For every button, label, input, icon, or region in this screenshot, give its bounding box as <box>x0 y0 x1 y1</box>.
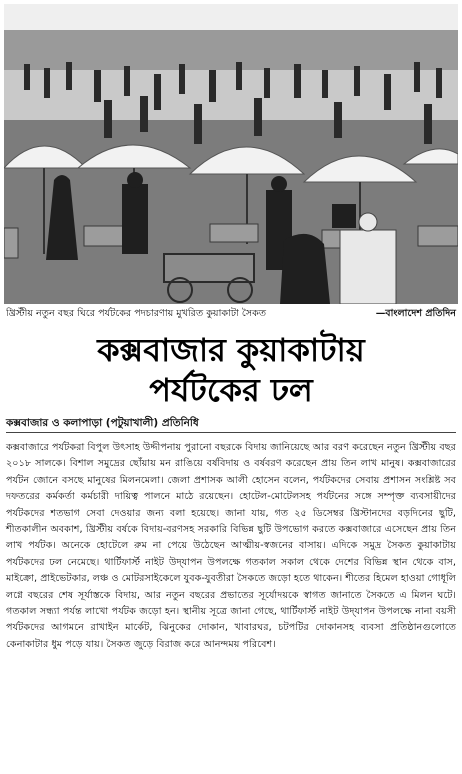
byline: কক্সবাজার ও কলাপাড়া (পটুয়াখালী) প্রতিনিধি <box>6 417 199 429</box>
beach-crowd-photo-icon <box>4 4 458 304</box>
photo-caption <box>6 307 458 322</box>
headline-line-2: পর্যটকের ঢল <box>149 371 313 409</box>
byline-divider <box>6 432 456 433</box>
caption-text: খ্রিস্টীয় নতুন বছর ঘিরে পর্যটকের পদচারণায় মুখরিত কুয়াকাটা সৈকত <box>6 308 267 319</box>
article-body <box>6 440 456 653</box>
beach-photo <box>4 4 458 304</box>
article-paragraph: কক্সবাজারে পর্যটকরা বিপুল উৎসাহ উদ্দীপনায় পুরানো বছরকে বিদায় জানিয়েছে আর বরণ করেছেন নতুন খ্রিস্টীয় বছর ২০১৮ সালকে। বিশাল সমুদ্রের ছোঁয়ায় মন রাঙিয়ে বর্ষবিদায় ও বর্ষবরণ করেছেন প্রায় তিন লাখ মানুষ। কক্সবাজারের পর্যটন জোনে বসছে মানুষের মিলনমেলা। জেলা প্রশাসক আলী হোসেন বলেন, পর্যটকদের সেবায় প্রশাসন সংশ্লিষ্ট সব দফতরের কর্মকর্তা কর্মচারী দায়িত্ব পালনে মাঠে রয়েছেন। হোটেল-মোটেলসহ পর্যটনের সঙ্গে সম্পৃক্ত ব্যবসায়ীদের পর্যটকদের শতভাগ সেবা দেওয়ার জন্য বলা হয়েছে। জানা যায়, গত ২৫ ডিসেম্বর খ্রিস্টানদের বড়দিনের ছুটি, শীতকালীন অবকাশ, খ্রিস্টীয় বর্ষকে বিদায়-বরণসহ সরকারি বিভিন্ন ছুটি উপভোগ করতে কক্সবাজারে এসেছেন প্রায় তিন লাখ পর্যটক। অনেকে হোটেলে রুম না পেয়ে উঠেছেন আত্মীয়-স্বজনের বাসায়। এদিকে সমুদ্র সৈকত কুয়াকাটায় পর্যটকদের ঢল নেমেছে। থার্টিফার্স্ট নাইট উদ্‌যাপন উপলক্ষে গতকাল সকাল থেকে দেশের বিভিন্ন স্থান থেকে বাস, মাইক্রো, প্রাইভেটকার, লঞ্চ ও মোটরসাইকেলে যুবক-যুবতীরা সৈকতে জড়ো হতে থাকেন। শীতের হিমেল হাওয়া গোধূলি লগ্নে বছরের শেষ সূর্যাস্তকে বিদায়, আর নতুন বছরের প্রভাতের সূর্যোদয়কে স্বাগত জানাতে সৈকতে এ মিলন ঘটে। গতকাল সন্ধ্যা পর্যন্ত লাখো পর্যটক জড়ো হন। স্থানীয় সূত্রে জানা গেছে, থার্টিফার্স্ট নাইট উদ্‌যাপন উপলক্ষে নানা বয়সী পর্যটকদের আগমনে রাখাইন মার্কেট, ঝিনুকের দোকান, খাবারঘর, চটপটির দোকানসহ ব্যবসা প্রতিষ্ঠানগুলোতে কেনাকাটার ধুম পড়ে যায়। সৈকত জুড়ে বিরাজ করে আনন্দময় পরিবেশ। <box>6 442 456 650</box>
headline-line-1: কক্সবাজার কুয়াকাটায় <box>97 331 365 369</box>
photo-credit: —বাংলাদেশ প্রতিদিন <box>375 308 456 319</box>
